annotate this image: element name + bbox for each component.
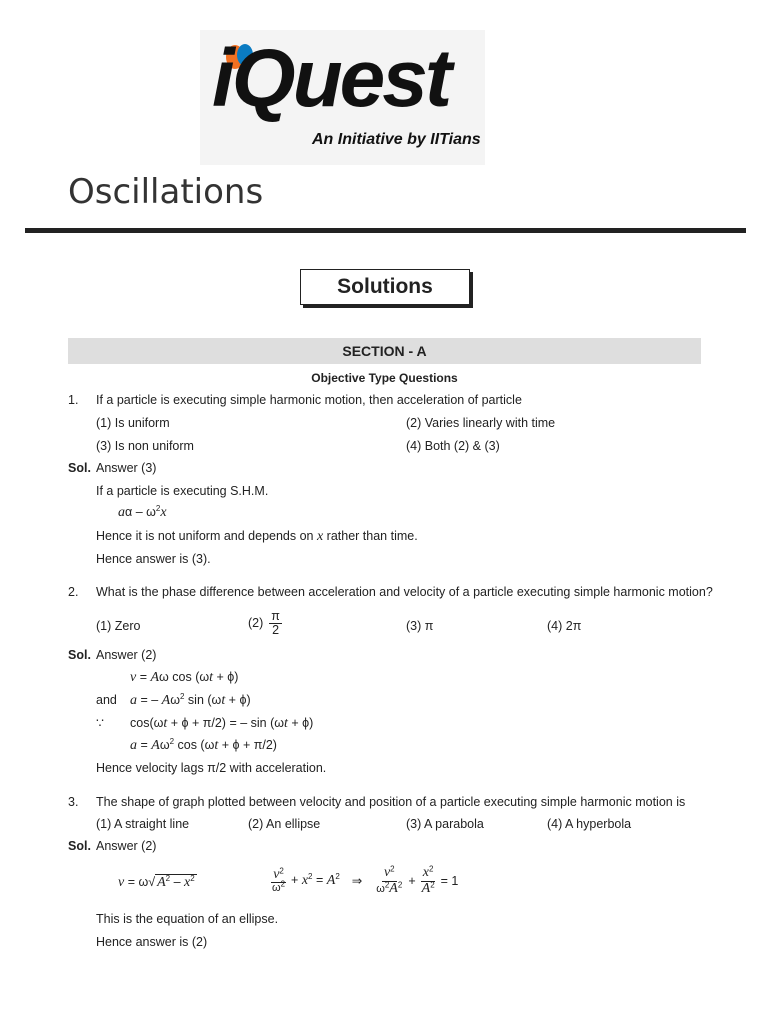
question-number: 1. — [68, 393, 79, 407]
sol-label: Sol. — [68, 839, 91, 853]
answer-text: Answer (2) — [96, 648, 157, 662]
solution-conclusion: Hence velocity lags π/2 with acceleration. — [96, 761, 327, 775]
solution-line: This is the equation of an ellipse. — [96, 912, 279, 926]
subsection-heading: Objective Type Questions — [311, 371, 458, 385]
equation: $\frac{v^2}{\omega^2}$ + $x^2 = A^2$ ⇒ $\frac{v^2}{\omega^2A^2}$ + $\frac{x^2}{A^2}$ = 1 — [272, 864, 459, 896]
section-header: SECTION - A — [68, 338, 701, 364]
option-2: (2) $\frac{\pi}{2}$ — [248, 609, 280, 638]
because-symbol: ∵ — [96, 716, 104, 730]
equation: aα – $\omega^2x$ — [118, 503, 167, 520]
question-text: What is the phase difference between acceleration and velocity of a particle executing simple harmonic motion? — [96, 585, 713, 599]
equation: v = Aω cos (ωt + ϕ) — [130, 670, 239, 685]
solution-conclusion: Hence answer is (2) — [96, 935, 208, 949]
logo-tagline: An Initiative by IITians — [312, 131, 481, 148]
question-text: If a particle is executing simple harmonic motion, then acceleration of particle — [96, 393, 522, 407]
option-1: (1) Zero — [96, 619, 141, 633]
equation: v = ω√ $A^2 - x^2$ — [118, 873, 195, 890]
option-4: (4) Both (2) & (3) — [406, 439, 500, 453]
chapter-title: Oscillations — [68, 172, 264, 212]
answer-text: Answer (2) — [96, 839, 157, 853]
question-number: 3. — [68, 795, 79, 809]
option-3: (3) Is non uniform — [96, 439, 194, 453]
option-2: (2) Varies linearly with time — [406, 416, 556, 430]
option-3: (3) A parabola — [406, 817, 484, 831]
solutions-heading: Solutions — [300, 269, 470, 305]
sol-label: Sol. — [68, 461, 91, 475]
question-text: The shape of graph plotted between velocity and position of a particle executing simple harmonic motion is — [96, 795, 686, 809]
equation: a = – $A\omega^2$ sin (ωt + ϕ) — [130, 691, 251, 708]
equation: cos(ωt + ϕ + π/2) = – sin (ωt + ϕ) — [130, 716, 314, 731]
and-label: and — [96, 693, 117, 707]
equation: $a = A\omega^2$ cos (ωt + ϕ + π/2) — [130, 736, 277, 753]
option-1: (1) A straight line — [96, 817, 190, 831]
solution-conclusion: Hence answer is (3). — [96, 552, 211, 566]
option-1: (1) Is uniform — [96, 416, 170, 430]
option-2: (2) An ellipse — [248, 817, 321, 831]
sol-label: Sol. — [68, 648, 91, 662]
answer-text: Answer (3) — [96, 461, 157, 475]
logo-wordmark: iQuest — [212, 33, 450, 124]
option-3: (3) π — [406, 619, 434, 633]
option-4: (4) A hyperbola — [547, 817, 632, 831]
title-rule — [25, 228, 746, 233]
question-number: 2. — [68, 585, 79, 599]
solution-line: If a particle is executing S.H.M. — [96, 484, 269, 498]
option-4: (4) 2π — [547, 619, 582, 633]
solution-line: Hence it is not uniform and depends on x rather than time. — [96, 529, 418, 544]
